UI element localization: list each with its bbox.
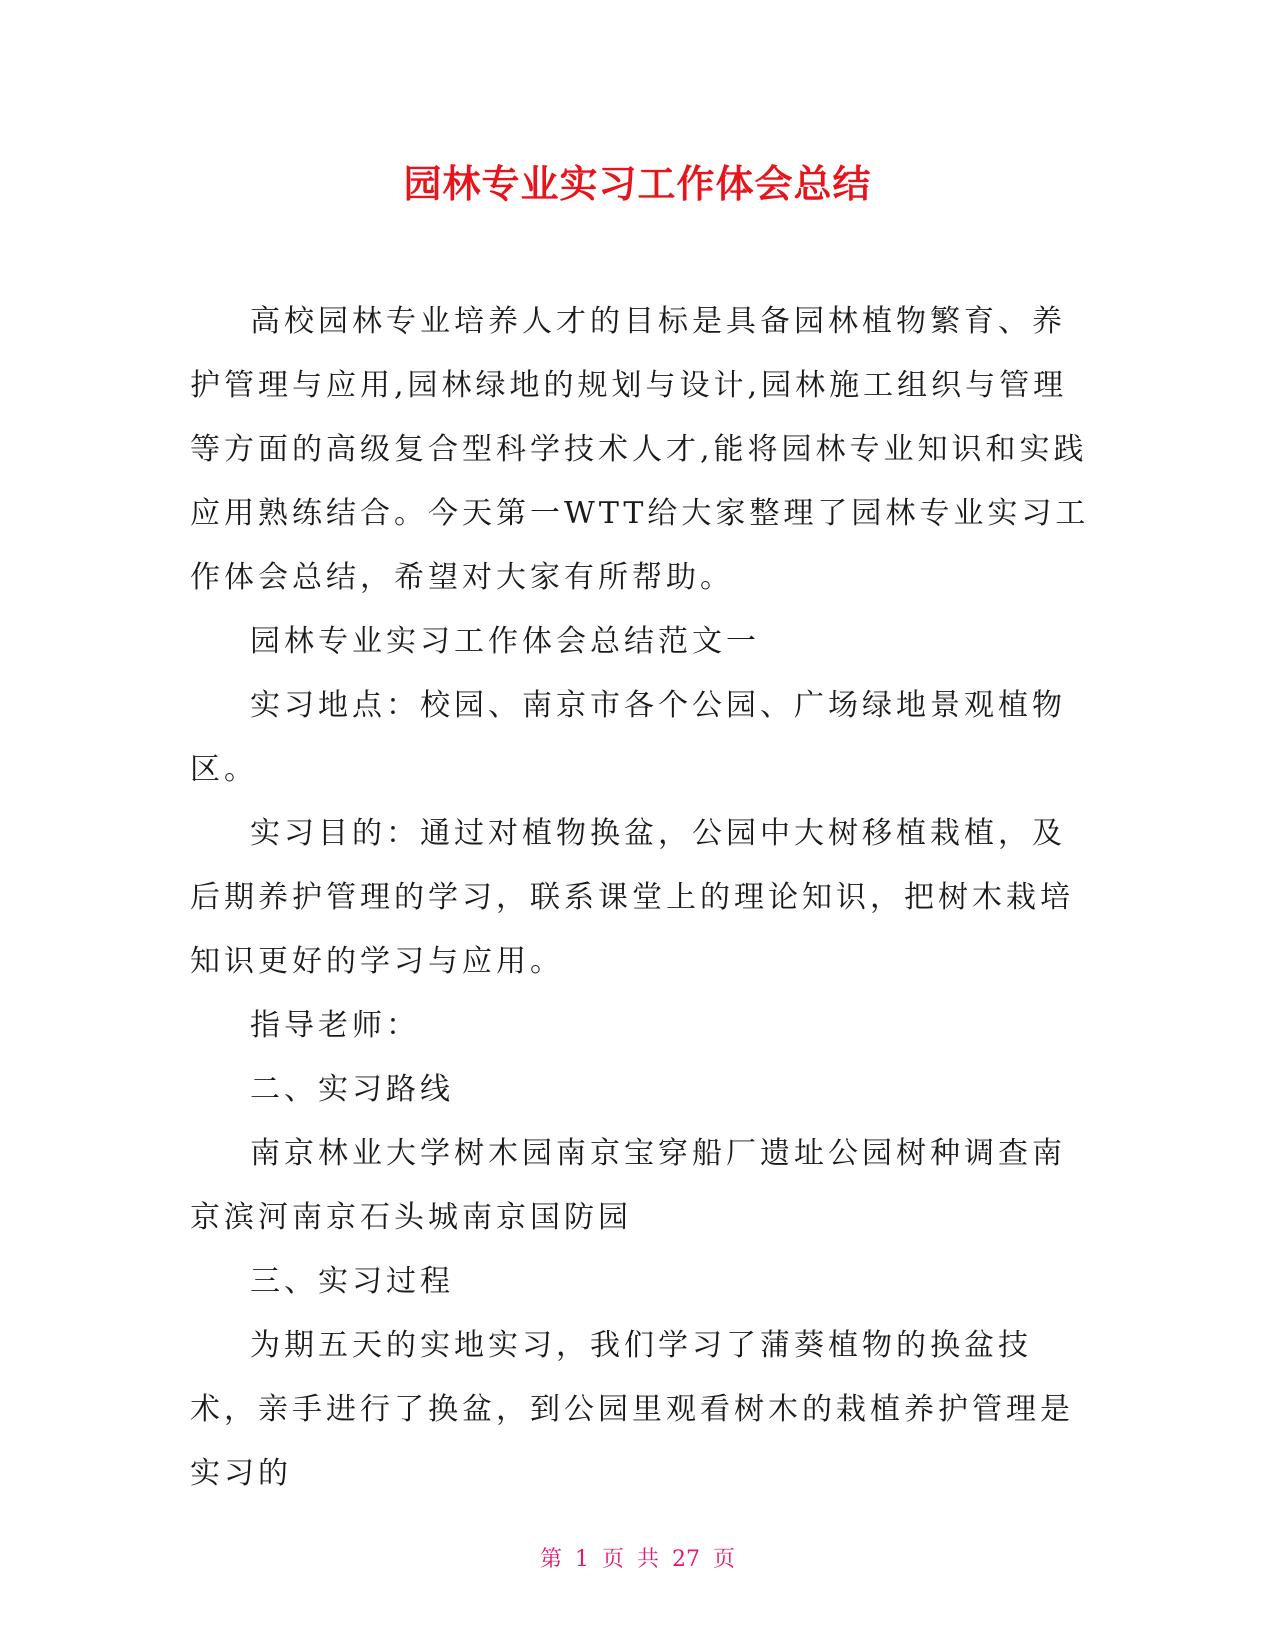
document-body bbox=[190, 290, 1090, 1506]
paragraph-intro: 高校园林专业培养人才的目标是具备园林植物繁育、养护管理与应用,园林绿地的规划与设计,园林施工组织与管理等方面的高级复合型科学技术人才,能将园林专业知识和实践应用熟练结合。今天第一WTT给大家整理了园林专业实习工作体会总结，希望对大家有所帮助。 bbox=[190, 304, 1090, 595]
paragraph-location: 实习地点：校园、南京市各个公园、广场绿地景观植物区。 bbox=[190, 688, 1066, 787]
document-title: 园林专业实习工作体会总结 bbox=[403, 162, 872, 206]
paragraph-sample-heading: 园林专业实习工作体会总结范文一 bbox=[250, 624, 760, 659]
paragraph-instructor: 指导老师： bbox=[250, 1008, 420, 1043]
paragraph-process: 为期五天的实地实习，我们学习了蒲葵植物的换盆技术，亲手进行了换盆，到公园里观看树木的栽植养护管理是实习的 bbox=[190, 1328, 1074, 1491]
paragraph-purpose: 实习目的：通过对植物换盆，公园中大树移植栽植，及后期养护管理的学习，联系课堂上的理论知识，把树木栽培知识更好的学习与应用。 bbox=[190, 816, 1074, 979]
paragraph-route-heading: 二、实习路线 bbox=[250, 1072, 454, 1107]
paragraph-route: 南京林业大学树木园南京宝穿船厂遗址公园树种调查南京滨河南京石头城南京国防园 bbox=[190, 1136, 1066, 1235]
page-number-footer: 第 1 页 共 27 页 bbox=[540, 1547, 735, 1572]
paragraph-process-heading: 三、实习过程 bbox=[250, 1264, 454, 1299]
